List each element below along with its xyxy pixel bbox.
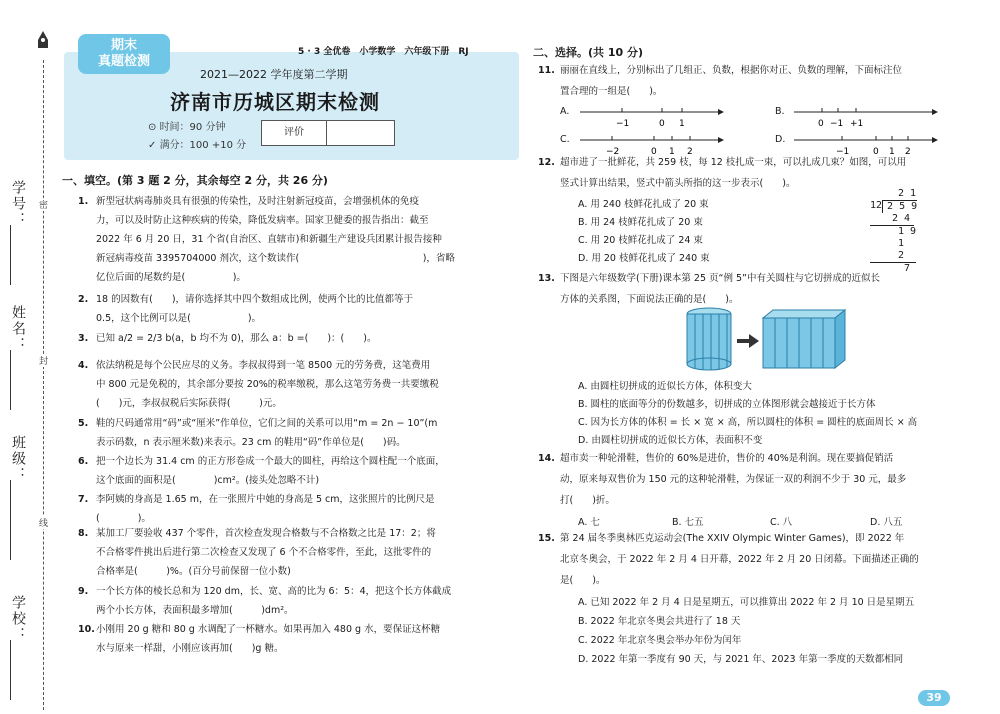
tick-a-2: 1 [679,119,685,129]
label-school: 学校： [10,595,26,643]
question-line: 某加工厂要验收 437 个零件，首次检查发现合格数与不合格数之比是 17：2；将 [96,528,436,539]
question-13: 13. 下图是六年级数学(下册)课本第 25 页“例 5”中有关圆柱与它切拼成的近似长 方体的关系图，下面说法正确的是( )。 [538,273,880,305]
tick-c-2: 1 [669,147,675,157]
question-number: 3. [78,333,89,344]
tick-d-1: 0 [873,147,879,157]
question-line: ( )元，李叔叔税后实际获得( )元。 [96,398,282,409]
question-number: 2. [78,294,89,305]
option-12b[interactable]: B. 用 24 枝鲜花扎成了 20 束 [578,217,703,228]
option-15d[interactable]: D. 2022 年第一季度有 90 天，与 2021 年、2023 年第一季度的天数都相同 [578,654,904,665]
question-line: 合格率是( )%。(百分号前保留一位小数) [96,566,291,577]
question-12: 12. 超市进了一批鲜花，共 259 枝，每 12 枝扎成一束，可以扎成几束？如图，可以用 竖式计算出结果，竖式中箭头所指的这一步表示( )。 [538,157,907,189]
question-number: 9. [78,586,89,597]
question-line: 李阿姨的身高是 1.65 m，在一张照片中她的身高是 5 cm，这张照片的比例尺是 [96,494,435,505]
tick-a-1: 0 [659,119,665,129]
score-field[interactable] [327,121,394,145]
option-12a[interactable]: A. 用 240 枝鲜花扎成了 20 束 [578,199,709,210]
question-line: 已知 a/2 = 2/3 b(a，b 均不为 0)，那么 a：b =( )：( )。 [96,333,377,344]
division-step1: 2 4 [870,213,914,226]
option-15c[interactable]: C. 2022 年北京冬奥会举办年份为闰年 [578,635,742,646]
score-box [261,120,395,146]
option-14c[interactable]: C. 八 [770,517,793,528]
answer-line-name [10,350,11,410]
question-1 [78,192,455,287]
tick-b-2: +1 [850,119,864,129]
question-number: 6. [78,456,89,467]
tick-d-0: −1 [836,147,850,157]
label-class: 班级： [10,435,26,483]
answer-line-school [10,640,11,700]
question-number: 4. [78,360,89,371]
option-11c-label[interactable]: C. [560,134,570,145]
binding-margin [0,0,49,714]
question-line: 表示码数，n 表示厘米数)来表示。23 cm 的鞋用“码”作单位是( )码。 [96,437,406,448]
question-line: 小刚用 20 g 糖和 80 g 水调配了一杯糖水。如果再加入 480 g 水，要保证这杯糖 [96,624,441,635]
question-line: 力，可以及时防止这种疾病的传染，降低发病率。国家卫健委的报告指出：截至 [96,215,429,226]
clock-icon: ⊙ [148,122,160,133]
mark-seal: 密 [39,198,48,211]
option-13a[interactable]: A. 由圆柱切拼成的近似长方体，体积变大 [578,381,752,392]
check-icon: ✓ [148,140,160,151]
division-dividend: 2 5 9 [882,200,917,213]
option-13d[interactable]: D. 由圆柱切拼成的近似长方体，表面积不变 [578,435,763,446]
long-division [870,188,917,275]
question-number: 7. [78,494,89,505]
series-label: 5 · 3 全优卷 小学数学 六年级下册 RJ [298,47,469,57]
division-quotient: 2 1 [898,188,917,199]
question-2 [78,290,414,328]
tick-d-3: 2 [905,147,911,157]
question-7 [78,490,435,528]
question-5 [78,414,438,452]
option-11b-label[interactable]: B. [775,106,785,117]
tick-d-2: 1 [889,147,895,157]
question-4 [78,356,439,413]
question-11: 11. 丽丽在直线上，分别标出了几组正、负数，根据你对正、负数的理解，下面标注位 置合理的一组是( )。 [538,65,903,97]
badge-line2: 真题检测 [97,54,150,69]
option-13b[interactable]: B. 圆柱的底面等分的份数越多，切拼成的立体图形就会越接近于长方体 [578,399,876,410]
question-10 [78,620,441,658]
division-step2: 1 9 [898,226,917,237]
question-line: 两个小长方体，表面积最多增加( )dm²。 [96,605,294,616]
question-line: 依法纳税是每个公民应尽的义务。李叔叔得到一笔 8500 元的劳务费，这笔费用 [96,360,431,371]
question-line: 这个底面的面积是( )cm²。(接头处忽略不计) [96,475,320,486]
question-9 [78,582,452,620]
option-14a[interactable]: A. 七 [578,517,600,528]
mark-seal2: 封 [39,354,48,367]
question-line: 2022 年 6 月 20 日，31 个省(自治区、直辖市)和新疆生产建设兵团累计报告接种 [96,234,442,245]
question-line: 0.5，这个比例可以是( )。 [96,313,262,324]
tick-c-0: −2 [606,147,620,157]
cylinder-to-cuboid-figure [685,306,865,372]
rocket-icon [36,30,50,52]
option-13c[interactable]: C. 因为长方体的体积 = 长 × 宽 × 高，所以圆柱的体积 = 圆柱的底面周长 × 高 [578,417,918,428]
tick-c-3: 2 [687,147,693,157]
label-name: 姓名： [10,305,26,353]
exam-full-score: ✓ 满分：100 +10 分 [148,140,247,151]
mark-line: 线 [39,516,48,529]
binding-dashed-line [43,60,44,710]
division-step3: 1 2 [870,238,916,263]
question-number: 5. [78,418,89,429]
option-14d[interactable]: D. 八五 [870,517,903,528]
option-12c[interactable]: C. 用 20 枝鲜花扎成了 24 束 [578,235,703,246]
tick-b-1: −1 [830,119,844,129]
question-line: 亿位后面的尾数约是( )。 [96,272,246,283]
question-line: 18 的因数有( )，请你选择其中四个数组成比例，使两个比的比值都等于 [96,294,414,305]
question-14: 14. 超市卖一种轮滑鞋，售价的 60%是进价，售价的 40%是利润。现在要搞促销活 动，原来每双售价为 150 元的这种轮滑鞋，为保证一双的利润不少于 30 元，最多 打( )折。 [538,453,907,506]
question-line: 新冠病毒疫苗 3395704000 剂次，这个数读作( )，省略 [96,253,455,264]
question-line: 鞋的尺码通常用“码”或“厘米”作单位，它们之间的关系可以用“m = 2n − 10”(m [96,418,438,429]
badge-line1: 期末 [110,38,137,53]
score-label: 评价 [262,121,327,145]
question-number: 10. [78,624,95,635]
exam-time: ⊙ 时间：90 分钟 [148,122,226,133]
division-remainder: 7 [904,263,911,274]
question-number: 8. [78,528,89,539]
section1-title: 一、填空。(第 3 题 2 分，其余每空 2 分，共 26 分) [62,174,328,187]
answer-line-class [10,480,11,560]
question-line: 一个长方体的棱长总和为 120 dm，长、宽、高的比为 6：5：4，把这个长方体截成 [96,586,452,597]
arrow-right-icon [737,334,759,348]
question-8 [78,524,436,581]
question-line: 把一个边长为 31.4 cm 的正方形卷成一个最大的圆柱，再给这个圆柱配一个底面， [96,456,445,467]
exam-badge [78,34,170,74]
tick-a-0: −1 [616,119,630,129]
section2-title: 二、选择。(共 10 分) [533,46,644,59]
option-14b[interactable]: B. 七五 [672,517,704,528]
page-title: 济南市历城区期末检测 [170,90,380,114]
label-student-id: 学号： [10,180,26,228]
question-line: 水与原来一样甜，小刚应该再加( )g 糖。 [96,643,284,654]
school-year: 2021—2022 学年度第二学期 [200,68,348,81]
option-11d-label[interactable]: D. [775,134,786,145]
question-number: 1. [78,196,89,207]
page-number: 39 [918,690,950,706]
answer-line-id [10,225,11,285]
tick-c-1: 0 [651,147,657,157]
question-line: 新型冠状病毒肺炎具有很强的传染性，及时注射新冠疫苗，会增强机体的免疫 [96,196,420,207]
question-3 [78,329,377,348]
question-line: 不合格零件挑出后进行第二次检查又发现了 6 个不合格零件，至此，这批零件的 [96,547,432,558]
question-line: ( )。 [96,513,151,524]
question-line: 中 800 元是免税的，其余部分要按 20%的税率缴税，那么这笔劳务费一共要缴税 [96,379,439,390]
division-divisor: 12 [870,200,883,211]
option-15b[interactable]: B. 2022 年北京冬奥会共进行了 18 天 [578,616,741,627]
tick-b-0: 0 [818,119,824,129]
question-15: 15. 第 24 届冬季奥林匹克运动会(The XXIV Olympic Winter Games)，即 2022 年 北京冬奥会，于 2022 年 2 月 4 日开幕，2022 年 2 月 20 日闭幕。下面描述正确的 是( )。 [538,533,919,586]
option-12d[interactable]: D. 用 20 枝鲜花扎成了 240 束 [578,253,710,264]
option-15a[interactable]: A. 已知 2022 年 2 月 4 日是星期五，可以推算出 2022 年 2 月 10 日是星期五 [578,597,915,608]
question-6 [78,452,445,490]
option-11a-label[interactable]: A. [560,106,570,117]
